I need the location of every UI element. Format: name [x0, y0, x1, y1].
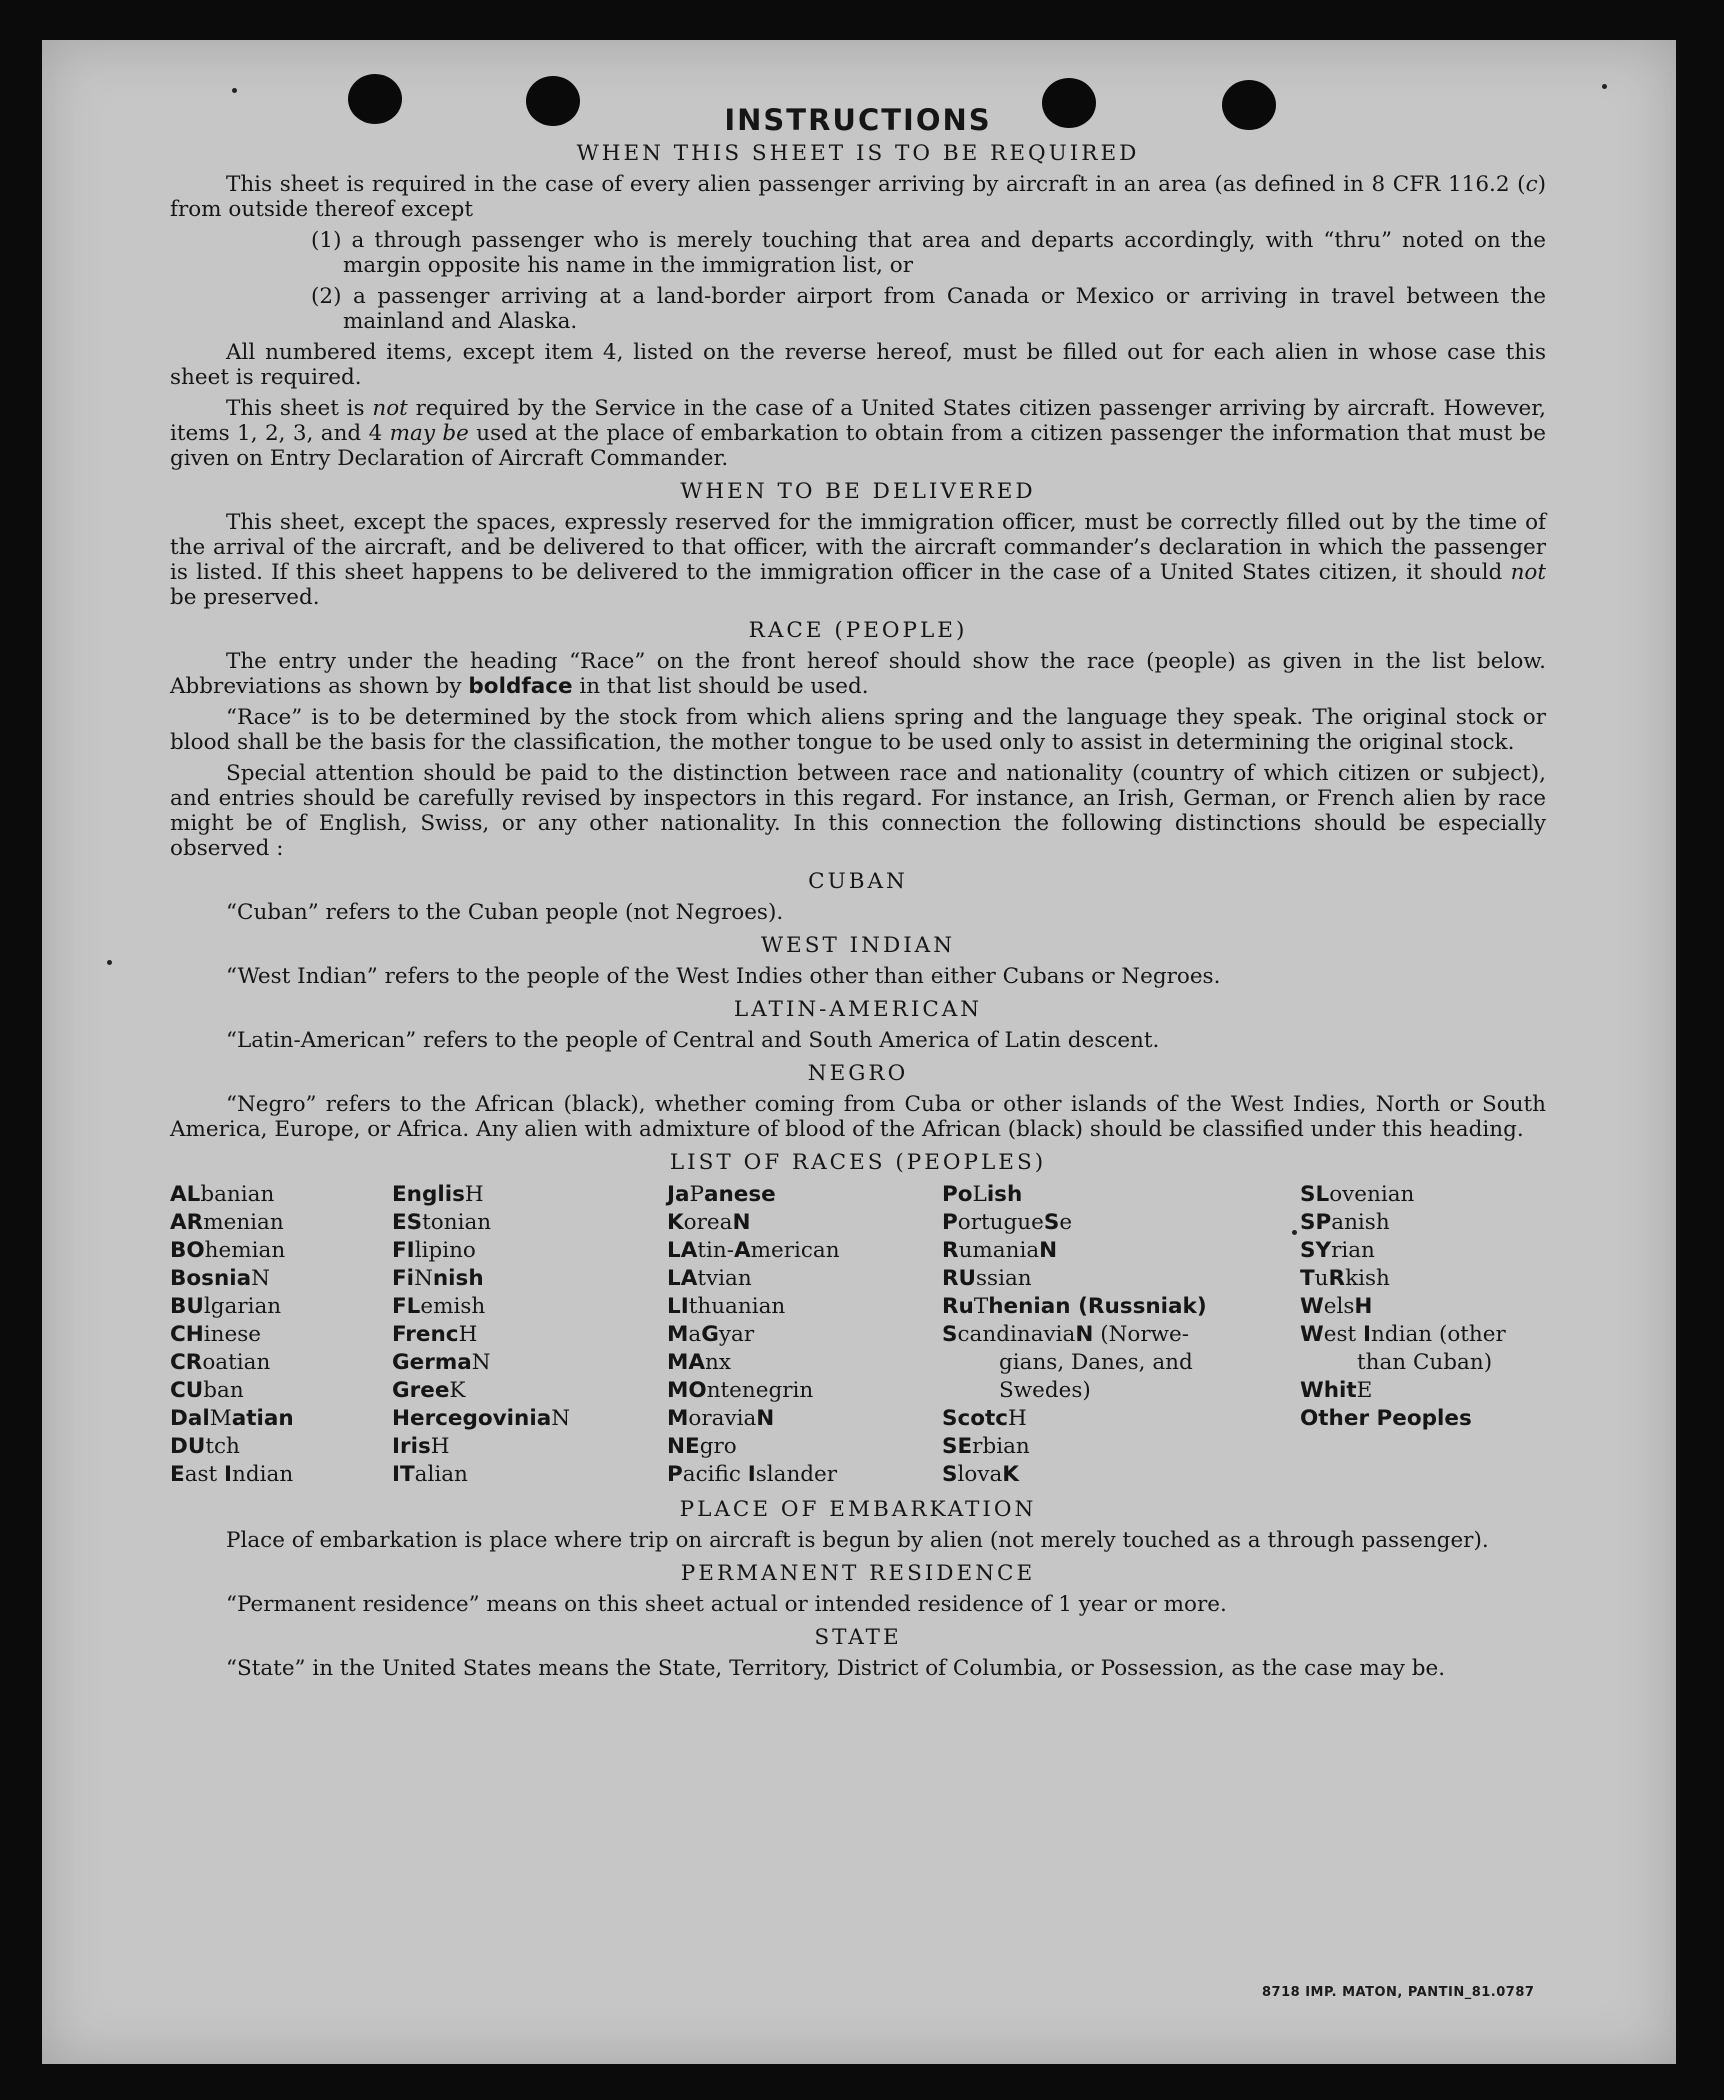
paragraph: All numbered items, except item 4, listed on the reverse hereof, must be filled out for each alien in whose case this sheet is required. [170, 340, 1546, 390]
race-entry: MOntenegrin [667, 1378, 814, 1403]
race-entry: SPanish [1300, 1210, 1390, 1235]
numbered-item: (1) a through passenger who is merely touching that area and departs accordingly, with “thru” noted on the margin opposite his name in the immigration list, or [311, 228, 1546, 278]
race-entry: HercegoviniaN [392, 1406, 571, 1431]
section-heading: PERMANENT RESIDENCE [680, 1561, 1036, 1586]
numbered-item: (2) a passenger arriving at a land-border airport from Canada or Mexico or arriving in travel between the mainland and Alaska. [311, 284, 1546, 334]
race-entry: EnglisH [392, 1182, 484, 1207]
paragraph: The entry under the heading “Race” on the front hereof should show the race (people) as given in the list below. Abbreviations as shown by boldface in that list should be used. [170, 649, 1546, 699]
speck [107, 960, 112, 965]
race-entry: RumaniaN [942, 1238, 1058, 1263]
race-entry: LIthuanian [667, 1294, 786, 1319]
race-entry: FIlipino [392, 1238, 476, 1263]
race-entry: than Cuban) [1357, 1350, 1493, 1375]
paragraph: “Latin-American” refers to the people of Central and South America of Latin descent. [226, 1028, 1160, 1053]
race-entry: PortugueSe [942, 1210, 1073, 1235]
race-entry: RUssian [942, 1266, 1032, 1291]
race-entry: WhitE [1300, 1378, 1373, 1403]
race-entry: RuThenian (Russniak) [942, 1294, 1207, 1319]
race-entry: BosniaN [170, 1266, 270, 1291]
section-heading: NEGRO [807, 1061, 909, 1086]
race-entry: SLovenian [1300, 1182, 1415, 1207]
race-entry: Swedes) [999, 1378, 1091, 1403]
race-entry: WelsH [1300, 1294, 1373, 1319]
paragraph: This sheet, except the spaces, expressly reserved for the immigration officer, must be correctly filled out by the time of the arrival of the aircraft, and be delivered to that officer, with the aircraft commander’s declaration in which the passenger is listed. If this sheet happens to be delivered to the immigration officer in the case of a United States citizen, it should not be preserved. [170, 510, 1546, 610]
race-entry: ScotcH [942, 1406, 1027, 1431]
paragraph: This sheet is not required by the Service in the case of a United States citizen passenger arriving by aircraft. However, items 1, 2, 3, and 4 may be used at the place of embarkation to obtain from a citizen passenger the information that must be given on Entry Declaration of Aircraft Commander. [170, 396, 1546, 471]
race-entry: FLemish [392, 1294, 486, 1319]
paragraph: “State” in the United States means the State, Territory, District of Columbia, or Possession, as the case may be. [226, 1656, 1446, 1681]
speck [1602, 84, 1607, 89]
race-entry: MaGyar [667, 1322, 755, 1347]
race-entry: FiNnish [392, 1266, 484, 1291]
paragraph: Place of embarkation is place where trip on aircraft is begun by alien (not merely touched as a through passenger). [226, 1528, 1489, 1553]
race-entry: FrencH [392, 1322, 478, 1347]
section-heading: WHEN THIS SHEET IS TO BE REQUIRED [576, 141, 1140, 166]
race-entry: ARmenian [170, 1210, 284, 1235]
race-entry: BOhemian [170, 1238, 286, 1263]
section-heading: PLACE OF EMBARKATION [679, 1497, 1037, 1522]
page-title: INSTRUCTIONS [724, 103, 992, 137]
race-entry: TuRkish [1300, 1266, 1390, 1291]
race-entry: CRoatian [170, 1350, 271, 1375]
section-heading: STATE [814, 1625, 902, 1650]
section-heading: WHEN TO BE DELIVERED [680, 479, 1036, 504]
section-heading: WEST INDIAN [760, 933, 956, 958]
race-entry: JaPanese [667, 1182, 776, 1207]
race-entry: GreeK [392, 1378, 466, 1403]
race-entry: LAtin-American [667, 1238, 840, 1263]
race-entry: IrisH [392, 1434, 450, 1459]
race-entry: BUlgarian [170, 1294, 282, 1319]
paragraph: “Negro” refers to the African (black), whether coming from Cuba or other islands of the West Indies, North or South America, Europe, or Africa. Any alien with admixture of blood of the African (black) should be classified under this heading. [170, 1092, 1546, 1142]
printer-imprint: 8718 IMP. MATON, PANTIN_81.0787 [1262, 1985, 1535, 2000]
race-entry: Other Peoples [1300, 1406, 1472, 1431]
race-entry: KoreaN [667, 1210, 751, 1235]
race-list [170, 1181, 1546, 1489]
section-heading: LATIN-AMERICAN [733, 997, 983, 1022]
paragraph: Special attention should be paid to the distinction between race and nationality (country of which citizen or subject), and entries should be carefully revised by inspectors in this regard. For instance, an Irish, German, or French alien by race might be of English, Swiss, or any other nationality. In this connection the following distinctions should be especially observed : [170, 761, 1546, 861]
race-entry: CHinese [170, 1322, 261, 1347]
race-entry: ScandinaviaN (Norwe- [942, 1322, 1190, 1347]
race-entry: SlovaK [942, 1462, 1019, 1487]
race-entry: GermaN [392, 1350, 491, 1375]
race-entry: East Indian [170, 1462, 294, 1487]
race-entry: ITalian [392, 1462, 468, 1487]
race-entry: EStonian [392, 1210, 492, 1235]
section-heading: LIST OF RACES (PEOPLES) [669, 1150, 1047, 1175]
paragraph: “West Indian” refers to the people of the West Indies other than either Cubans or Negroes. [226, 964, 1221, 989]
paragraph: “Race” is to be determined by the stock from which aliens spring and the language they speak. The original stock or blood shall be the basis for the classification, the mother tongue to be used only to assist in determining the original stock. [170, 705, 1546, 755]
race-entry: CUban [170, 1378, 244, 1403]
race-entry: Pacific Islander [667, 1462, 838, 1487]
race-entry: DUtch [170, 1434, 240, 1459]
race-entry: MAnx [667, 1350, 732, 1375]
race-entry: DalMatian [170, 1406, 294, 1431]
section-heading: CUBAN [808, 869, 908, 894]
race-column [170, 1181, 392, 1489]
race-entry: gians, Danes, and [999, 1350, 1193, 1375]
race-entry: ALbanian [170, 1182, 275, 1207]
race-entry: SYrian [1300, 1238, 1375, 1263]
race-column [392, 1181, 667, 1489]
paragraph: “Permanent residence” means on this sheet actual or intended residence of 1 year or more. [226, 1592, 1227, 1617]
race-entry: PoLish [942, 1182, 1023, 1207]
speck [232, 88, 237, 93]
race-column [942, 1181, 1300, 1489]
section-heading: RACE (PEOPLE) [748, 618, 968, 643]
race-entry: NEgro [667, 1434, 737, 1459]
paragraph: “Cuban” refers to the Cuban people (not Negroes). [226, 900, 784, 925]
race-entry: LAtvian [667, 1266, 752, 1291]
paragraph: This sheet is required in the case of every alien passenger arriving by aircraft in an area (as defined in 8 CFR 116.2 (c) from outside thereof except [170, 172, 1546, 222]
race-column [1300, 1181, 1546, 1489]
race-entry: MoraviaN [667, 1406, 775, 1431]
race-column [667, 1181, 942, 1489]
race-entry: SErbian [942, 1434, 1030, 1459]
instructions-content [170, 103, 1546, 1687]
document-sheet [42, 40, 1676, 2064]
race-entry: West Indian (other [1300, 1322, 1506, 1347]
